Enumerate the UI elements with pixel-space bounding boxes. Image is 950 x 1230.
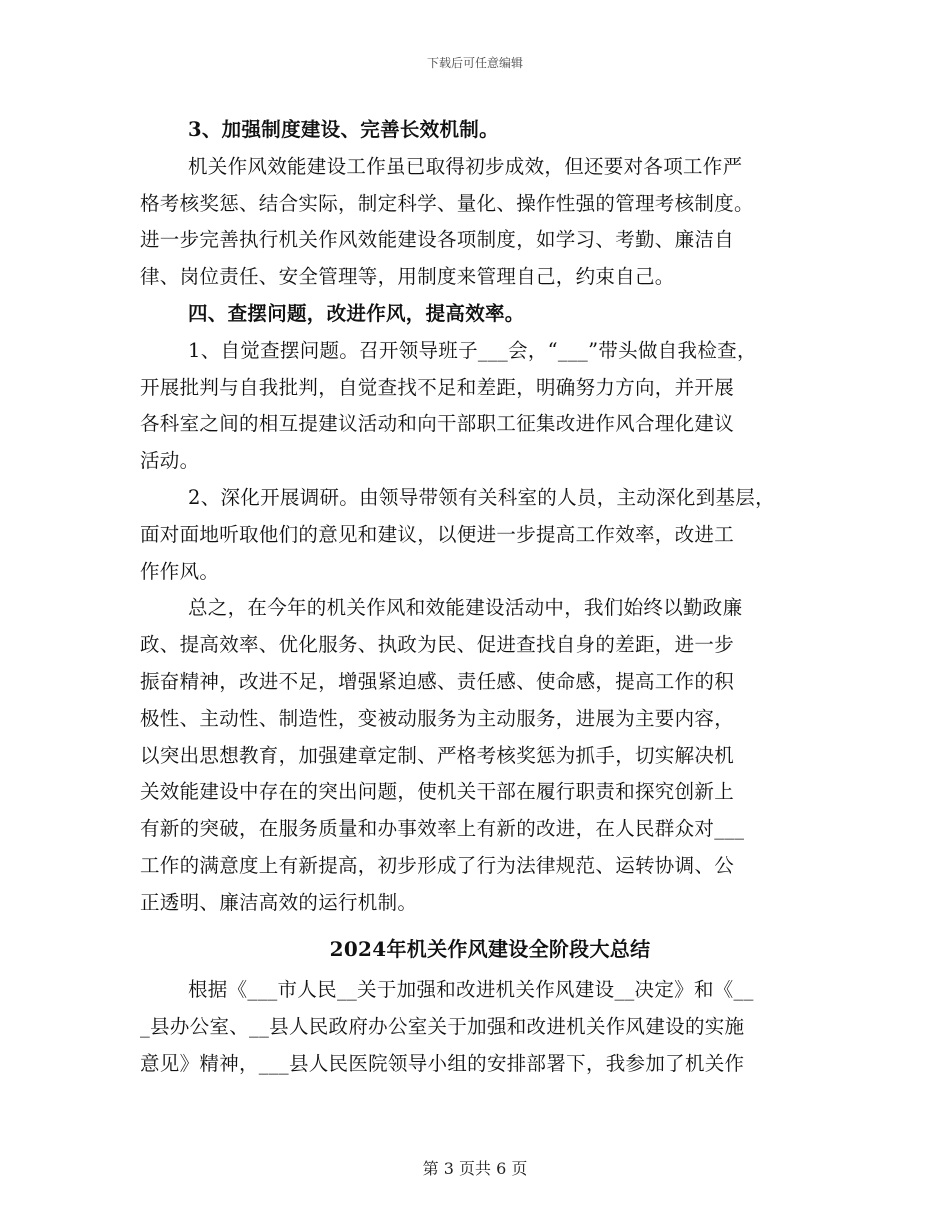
text-line: 意见》精神，___县人民医院领导小组的安排部署下，我参加了机关作	[140, 1051, 745, 1075]
document-body	[140, 112, 820, 1083]
paragraph	[140, 480, 820, 590]
paragraph	[140, 972, 820, 1082]
text-line: 四、查摆问题，改进作风，提高效率。	[188, 301, 525, 325]
text-line: 振奋精神，改进不足，增强紧迫感、责任感、使命感，提高工作的积	[140, 669, 735, 693]
text-line: 以突出思想教育，加强建章定制、严格考核奖惩为抓手，切实解决机	[140, 743, 735, 767]
page-header: 下载后可任意编辑	[426, 56, 523, 70]
text-line: 关效能建设中存在的突出问题，使机关干部在履行职责和探究创新上	[140, 780, 735, 804]
text-line: _县办公室、__县人民政府办公室关于加强和改进机关作风建设的实施	[140, 1015, 745, 1039]
text-line: 总之，在今年的机关作风和效能建设活动中，我们始终以勤政廉	[188, 596, 743, 620]
text-line: 进一步完善执行机关作风效能建设各项制度，如学习、考勤、廉洁自	[140, 228, 735, 252]
paragraph	[140, 333, 820, 480]
section-title: 2024年机关作风建设全阶段大总结	[329, 936, 651, 961]
text-line: 极性、主动性、制造性，变被动服务为主动服务，进展为主要内容，	[140, 706, 735, 730]
text-line: 活动。	[140, 449, 200, 473]
paragraph-block-summary	[140, 972, 820, 1082]
page-footer: 第 3 页共 6 页	[422, 1159, 528, 1178]
text-line: 1、自觉查摆问题。召开领导班子___会，“___”带头做自我检查，	[188, 338, 757, 362]
text-line: 正透明、廉洁高效的运行机制。	[140, 890, 418, 914]
text-line: 机关作风效能建设工作虽已取得初步成效，但还要对各项工作严	[188, 154, 743, 178]
paragraph	[140, 149, 820, 296]
text-line: 各科室之间的相互提建议活动和向干部职工征集改进作风合理化建议	[140, 412, 735, 436]
paragraph-block-main	[140, 112, 820, 922]
text-line: 工作的满意度上有新提高，初步形成了行为法律规范、运转协调、公	[140, 853, 735, 877]
text-line: 根据《___市人民__关于加强和改进机关作风建设__决定》和《__	[188, 978, 754, 1002]
text-line: 格考核奖惩、结合实际，制定科学、量化、操作性强的管理考核制度。	[140, 191, 754, 215]
paragraph	[140, 296, 820, 333]
text-line: 2、深化开展调研。由领导带领有关科室的人员，主动深化到基层，	[188, 485, 775, 509]
text-line: 开展批判与自我批判，自觉查找不足和差距，明确努力方向，并开展	[140, 375, 735, 399]
text-line: 作作风。	[140, 559, 220, 583]
text-line: 政、提高效率、优化服务、执政为民、促进查找自身的差距，进一步	[140, 633, 735, 657]
text-line: 律、岗位责任、安全管理等，用制度来管理自己，约束自己。	[140, 265, 675, 289]
text-line: 有新的突破，在服务质量和办事效率上有新的改进，在人民群众对___	[140, 817, 745, 841]
paragraph	[140, 112, 820, 149]
text-line: 面对面地听取他们的意见和建议，以便进一步提高工作效率，改进工	[140, 522, 735, 546]
text-line: 3、加强制度建设、完善长效机制。	[188, 118, 499, 141]
paragraph	[140, 590, 820, 921]
